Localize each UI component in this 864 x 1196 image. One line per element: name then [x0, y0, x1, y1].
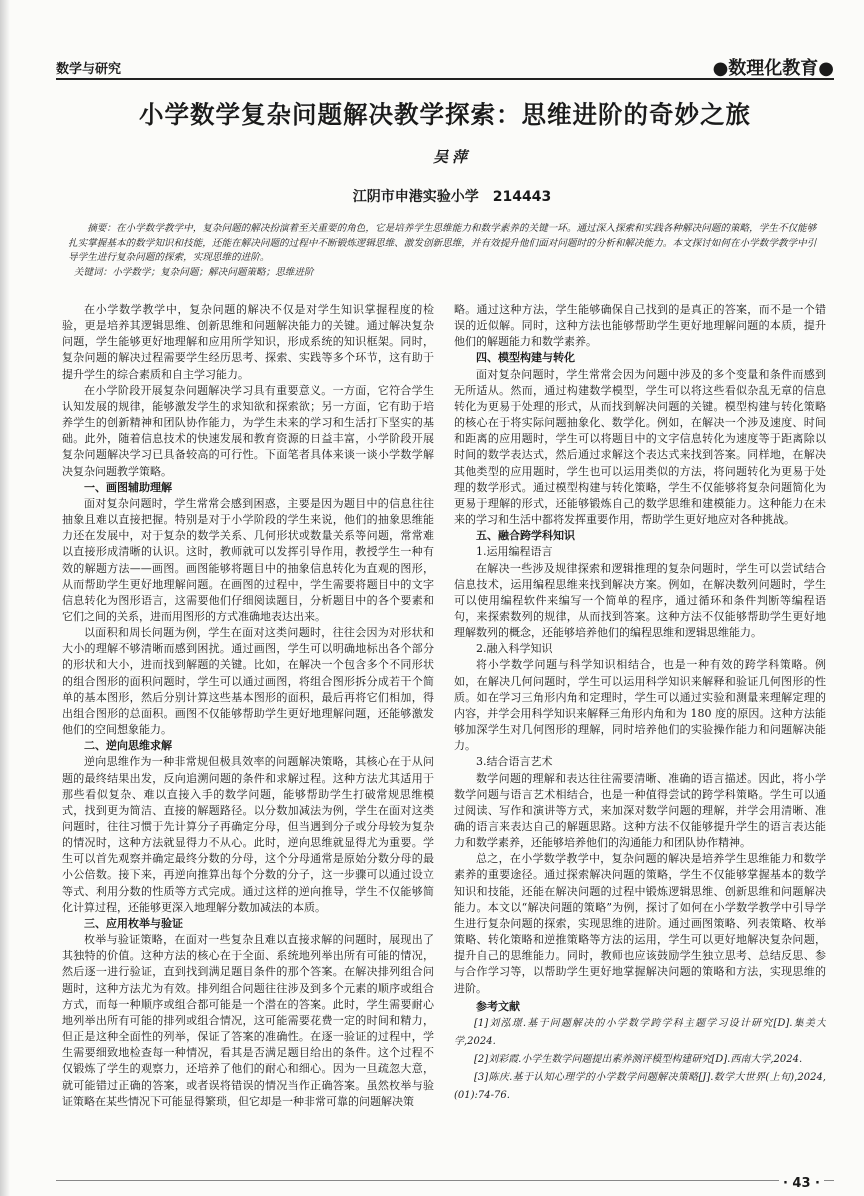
running-header [56, 54, 834, 80]
page-number: · 43 · [779, 1176, 824, 1191]
subsection-heading: 1.运用编程语言 [476, 545, 553, 559]
body-paragraph: 枚举与验证策略，在面对一些复杂且难以直接求解的问题时，展现出了其独特的价值。这种方法的核心在于全面、系统地列举出所有可能的情况，然后逐一进行验证，直到找到满足题目条件的那个答案。在解决排列组合问题时，这种方法尤为有效。排列组合问题往往涉及到多个元素的顺序或组合方式，而每一种顺序或组合都可能是一个潜在的答案。此时，学生需要耐心地列举出所有可能的排列或组合情况，这可能需要花费一定的时间和精力，但正是这种全面性的列举，保证了答案的准确性。在逐一验证的过程中，学生需要细致地检查每一种情况，看其是否满足题目给出的条件。这个过程不仅锻炼了学生的观察力，还培养了他们的耐心和细心。因为一旦疏忽大意，就可能错过正确的答案，或者误将错误的情况当作正确答案。虽然枚举与验证策略在某些情况下可能显得繁琐，但它却是一种非常可靠的问题解决策 [62, 933, 434, 1108]
scan-edge-shadow [0, 0, 10, 1196]
body-paragraph: 以面积和周长问题为例，学生在面对这类问题时，往往会因为对形状和大小的理解不够清晰而感到困扰。通过画图，学生可以明确地标出各个部分的形状和大小，进而找到解题的关键。比如，在解决一个包含多个不同形状的组合图形的面积问题时，学生可以通过画图，将组合图形拆分成若干个简单的基本图形，然后分别计算这些基本图形的面积，最后再将它们相加，得出组合图形的总面积。画图不仅能够帮助学生更好地理解问题，还能够激发他们的空间想象能力。 [62, 626, 434, 737]
subsection-heading: 2.融入科学知识 [476, 642, 553, 656]
section-label: 数学与研究 [56, 62, 122, 77]
body-paragraph: 在解决一些涉及规律探索和逻辑推理的复杂问题时，学生可以尝试结合信息技术，运用编程思维来找到解决方案。例如，在解决数列问题时，学生可以使用编程软件来编写一个简单的程序，通过循环和条件判断等编程语句，来探索数列的规律，从而找到答案。这种方法不仅能够帮助学生更好地理解数列的概念，还能够培养他们的编程思维和逻辑思维能力。 [454, 561, 826, 640]
body-paragraph: 数学问题的理解和表达往往需要清晰、准确的语言描述。因此，将小学数学问题与语言艺术相结合，也是一种值得尝试的跨学科策略。学生可以通过阅读、写作和演讲等方式，来加深对数学问题的理解，并学会用清晰、准确的语言来表达自己的解题思路。这种方法不仅能够提升学生的语言表达能力和数学素养，还能够培养他们的沟通能力和团队协作精神。 [454, 771, 826, 850]
section-heading: 三、应用枚举与验证 [84, 916, 183, 930]
body-paragraph: 略。通过这种方法，学生能够确保自己找到的是真正的答案，而不是一个错误的近似解。同时，这种方法也能够帮助学生更好地理解问题的本质，提升他们的解题能力和数学素养。 [454, 303, 826, 349]
journal-label: ●数理化教育● [712, 58, 834, 79]
body-paragraph: 逆向思维作为一种非常规但极具效率的问题解决策略，其核心在于从问题的最终结果出发，反向追溯问题的条件和求解过程。这种方法尤其适用于那些看似复杂、难以直接入手的数学问题，能够帮助学生打破常规思维模式，找到更为简洁、直接的解题路径。以分数加减法为例，学生在面对这类问题时，往往习惯于先计算分子再确定分母，但当遇到分子或分母较为复杂的情况时，这种方法就显得力不从心。此时，逆向思维就显得尤为重要。学生可以首先观察并确定最终分数的分母，这个分母通常是原始分数分母的最小公倍数。接下来，再逆向推算出每个分数的分子，这一步骤可以通过设立等式、利用分数的性质等方式完成。通过这样的逆向推导，学生不仅能够简化计算过程，还能够更深入地理解分数加减法的本质。 [62, 755, 434, 914]
body-columns [62, 302, 826, 1160]
left-column [62, 302, 434, 1160]
abstract-block [68, 222, 822, 280]
body-paragraph: 在小学阶段开展复杂问题解决学习具有重要意义。一方面，它符合学生认知发展的规律，能够激发学生的求知欲和探索欲；另一方面，它有助于培养学生的创新精神和团队协作能力，为学生未来的学习和生活打下坚实的基础。此外，随着信息技术的快速发展和教育资源的日益丰富，小学阶段开展复杂问题解决学习已具备较高的可行性。下面笔者具体来谈一谈小学数学解决复杂问题教学策略。 [62, 383, 434, 478]
references-heading: 参考文献 [476, 999, 520, 1013]
body-paragraph: 将小学数学问题与科学知识相结合，也是一种有效的跨学科策略。例如，在解决几何问题时，学生可以运用科学知识来解释和验证几何图形的性质。如在学习三角形内角和定理时，学生可以通过实验和测量来理解定理的内容，并学会用科学知识来解释三角形内角和为 180 度的原因。这种方法能够加深学生对几何图形的理解，同时培养他们的实验操作能力和问题解决能力。 [454, 658, 826, 753]
abstract-text: 摘要：在小学数学教学中，复杂问题的解决扮演着至关重要的角色，它是培养学生思维能力和数学素养的关键一环。通过深入探索和实践各种解决问题的策略，学生不仅能够扎实掌握基本的数学知识和技能，还能在解决问题的过程中不断锻炼逻辑思维、激发创新思维，并有效提升他们面对问题时的分析和解决能力。本文探讨如何在小学数学教学中引导学生进行复杂问题的探索，实现思维的进阶。 [68, 223, 817, 263]
paper-title: 小学数学复杂问题解决教学探索：思维进阶的奇妙之旅 [139, 100, 751, 129]
keywords: 关键词：小学数学；复杂问题；解决问题策略；思维进阶 [73, 266, 314, 278]
body-paragraph: 总之，在小学数学教学中，复杂问题的解决是培养学生思维能力和数学素养的重要途径。通过探索解决问题的策略，学生不仅能够掌握基本的数学知识和技能，还能在解决问题的过程中锻炼逻辑思维、创新思维和问题解决能力。本文以“解决问题的策略”为例，探讨了如何在小学数学教学中引导学生进行复杂问题的探索，实现思维的进阶。通过画图策略、列表策略、枚举策略、转化策略和逆推策略等方法的运用，学生可以更好地解决复杂问题，提升自己的思维能力。同时，教师也应该鼓励学生独立思考、总结反思、参与合作学习等，以帮助学生更好地掌握解决问题的策略和方法，实现思维的进阶。 [454, 852, 826, 995]
right-column [454, 302, 826, 1160]
section-heading: 二、逆向思维求解 [84, 739, 172, 753]
author-affiliation: 江阴市申港实验小学 214443 [352, 189, 552, 205]
author-name: 吴萍 [432, 148, 471, 166]
section-heading: 四、模型构建与转化 [476, 351, 575, 365]
reference-item: [2]刘彩霞.小学生数学问题提出素养测评模型构建研究[D].西南大学,2024. [474, 1053, 803, 1065]
reference-item: [3]陈庆.基于认知心理学的小学数学问题解决策略[J].数学大世界(上旬),2024,(01):74-76. [454, 1071, 826, 1101]
body-paragraph: 在小学数学教学中，复杂问题的解决不仅是对学生知识掌握程度的检验，更是培养其逻辑思维、创新思维和问题解决能力的关键。通过解决复杂问题，学生能够更好地理解和应用所学知识，形成系统的知识框架。同时，复杂问题的解决过程需要学生经历思考、探索、实践等多个环节，这有助于提升学生的综合素质和自主学习能力。 [62, 303, 434, 381]
body-paragraph: 面对复杂问题时，学生常常会感到困惑，主要是因为题目中的信息往往抽象且难以直接把握。特别是对于小学阶段的学生来说，他们的抽象思维能力还在发展中，对于复杂的数学关系、几何形状或数量关系等问题，常常难以直接形成清晰的认识。这时，教师就可以发挥引导作用，教授学生一种有效的解题方法——画图。画图能够将题目中的抽象信息转化为直观的图形，从而帮助学生更好地理解问题。在画图的过程中，学生需要将题目中的文字信息转化为图形语言，这需要他们仔细阅读题目，分析题目中的各个要素和它们之间的关系，进而用图形的方式准确地表达出来。 [62, 496, 434, 623]
section-heading: 五、融合跨学科知识 [476, 529, 575, 543]
section-heading: 一、画图辅助理解 [84, 480, 172, 494]
reference-item: [1]刘泓璟.基于问题解决的小学数学跨学科主题学习设计研究[D].集美大学,2024. [454, 1017, 826, 1047]
footer-rule [56, 1180, 834, 1181]
subsection-heading: 3.结合语言艺术 [476, 755, 553, 769]
body-paragraph: 面对复杂问题时，学生常常会因为问题中涉及的多个变量和条件而感到无所适从。然而，通过构建数学模型，学生可以将这些看似杂乱无章的信息转化为更易于处理的形式，从而找到解决问题的关键。模型构建与转化策略的核心在于将实际问题抽象化、数学化。例如，在解决一个涉及速度、时间和距离的应用题时，学生可以将题目中的文字信息转化为速度等于距离除以时间的数学表达式，然后通过求解这个表达式来找到答案。同样地，在解决其他类型的应用题时，学生也可以运用类似的方法，将问题转化为更易于处理的数学形式。通过模型构建与转化策略，学生不仅能够将复杂问题简化为更易于理解的形式，还能够锻炼自己的数学思维和建模能力。这种能力在未来的学习和生活中都将发挥重要作用，帮助学生更好地应对各种挑战。 [454, 367, 826, 527]
